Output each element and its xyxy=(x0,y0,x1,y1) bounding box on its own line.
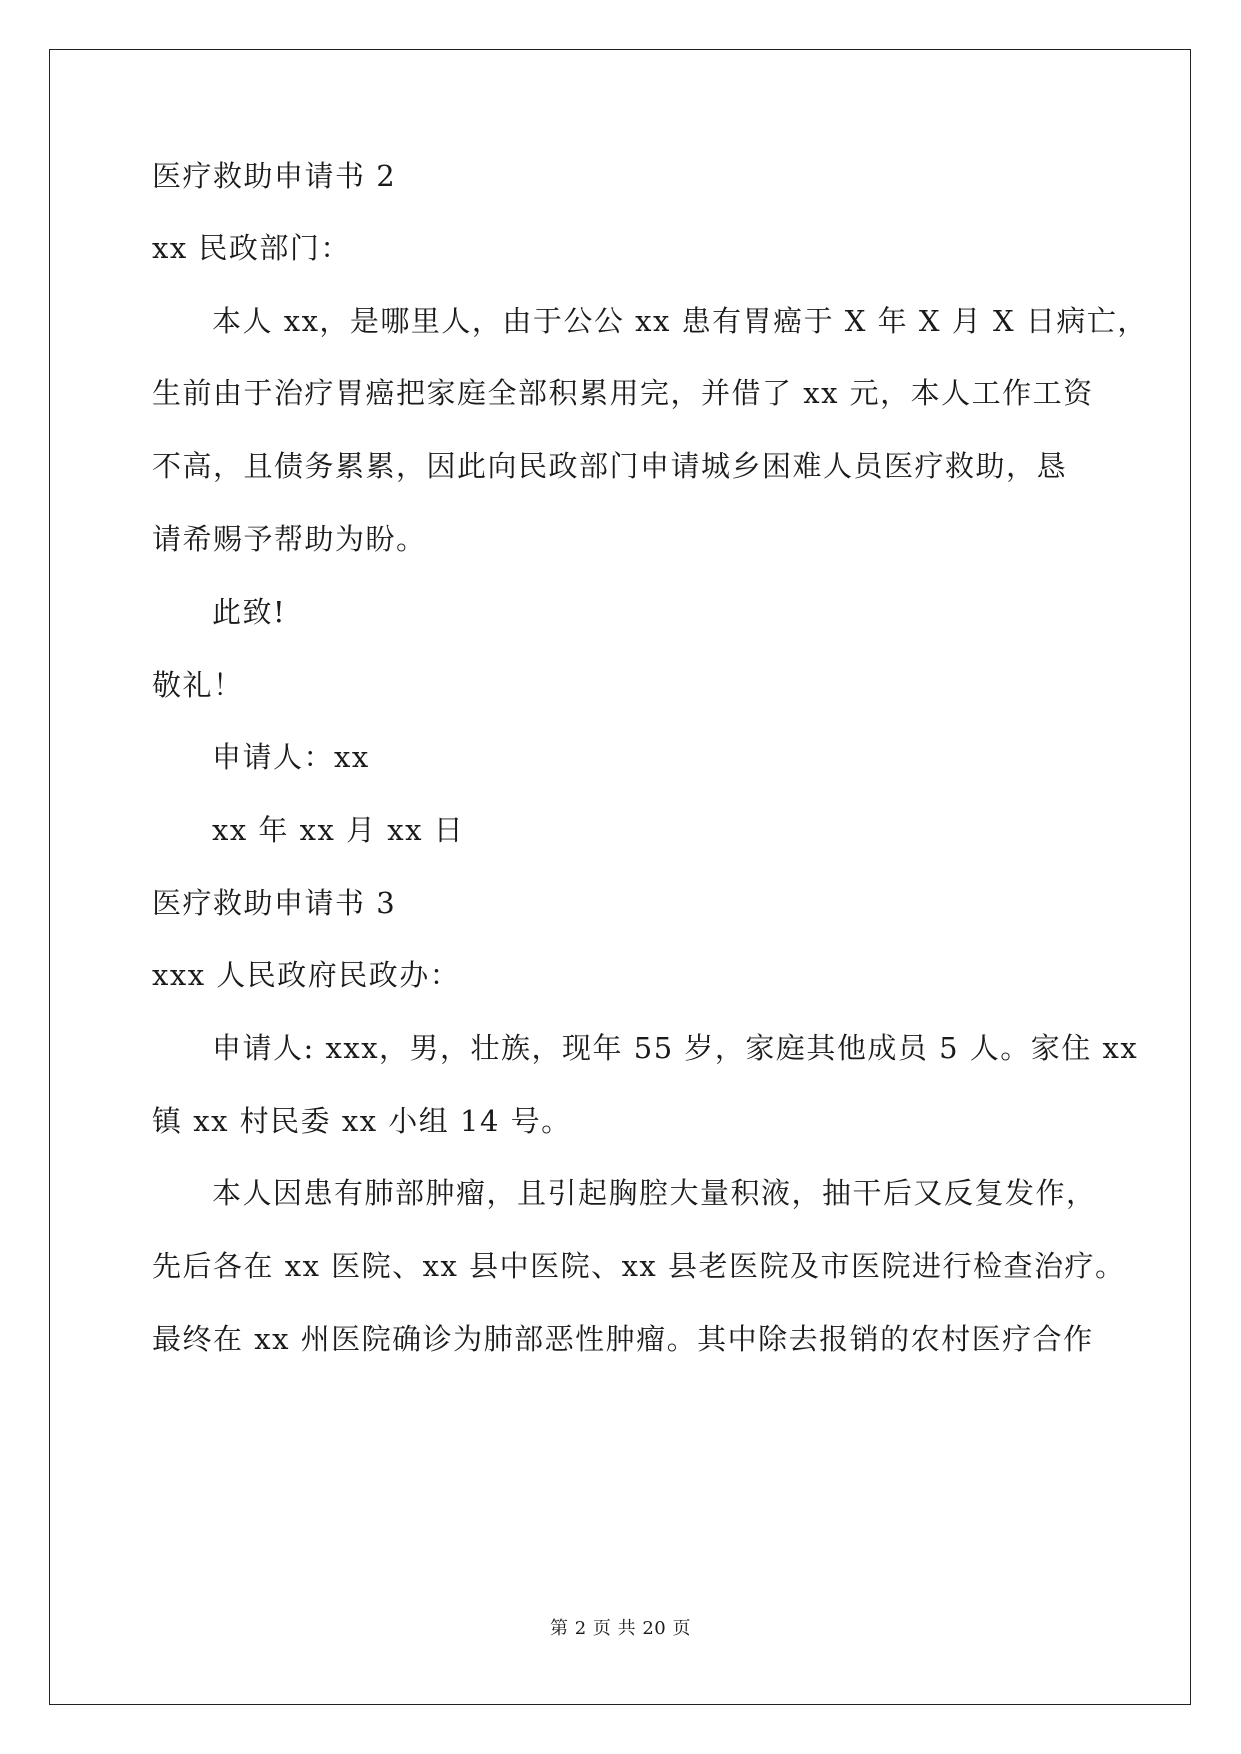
page-border xyxy=(49,49,1191,1705)
body-paragraph-line: 生前由于治疗胃癌把家庭全部积累用完，并借了 xx 元，本人工作工资 xyxy=(152,376,1094,410)
page-number-footer: 第 2 页 共 20 页 xyxy=(550,1618,691,1639)
section-title: 医疗救助申请书 2 xyxy=(152,159,397,193)
body-paragraph-line: 先后各在 xx 医院、xx 县中医院、xx 县老医院及市医院进行检查治疗。 xyxy=(152,1249,1126,1283)
body-paragraph-line: 申请人: xxx，男，壮族，现年 55 岁，家庭其他成员 5 人。家住 xx xyxy=(212,1031,1139,1065)
section-title: 医疗救助申请书 3 xyxy=(152,886,397,920)
body-paragraph-line: 本人因患有肺部肿瘤，且引起胸腔大量积液，抽干后又反复发作， xyxy=(212,1176,1097,1210)
body-paragraph-line: 不高，且债务累累，因此向民政部门申请城乡困难人员医疗救助，恳 xyxy=(152,449,1068,483)
salutation: xxx 人民政府民政办： xyxy=(152,958,461,992)
body-paragraph-line: 请希赐予帮助为盼。 xyxy=(152,522,427,556)
salutation: xx 民政部门： xyxy=(152,231,351,265)
body-paragraph-line: 最终在 xx 州医院确诊为肺部恶性肿瘤。其中除去报销的农村医疗合作 xyxy=(152,1322,1094,1356)
body-paragraph-line: 本人 xx，是哪里人，由于公公 xx 患有胃癌于 X 年 X 月 X 日病亡， xyxy=(212,304,1148,338)
closing-regards: 敬礼！ xyxy=(152,668,244,702)
closing-line: 此致! xyxy=(212,595,287,629)
date-line: xx 年 xx 月 xx 日 xyxy=(212,813,465,847)
body-paragraph-line: 镇 xx 村民委 xx 小组 14 号。 xyxy=(152,1104,572,1138)
applicant-line: 申请人：xx xyxy=(212,740,370,774)
